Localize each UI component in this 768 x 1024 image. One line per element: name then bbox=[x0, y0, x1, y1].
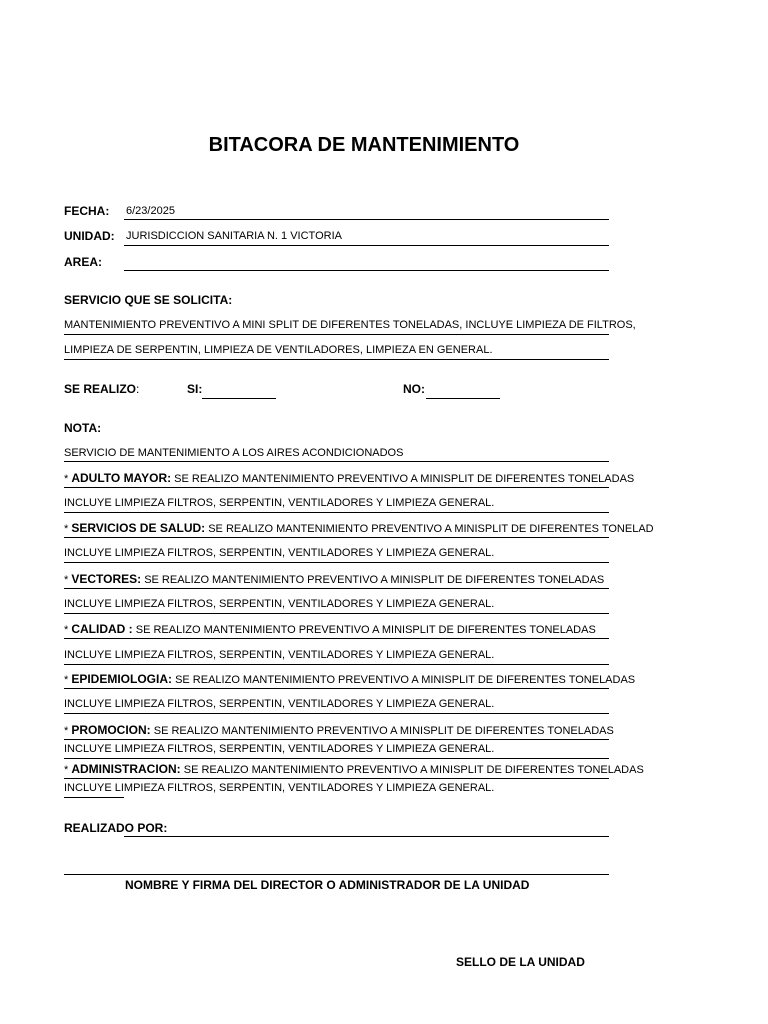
entry-underline bbox=[64, 739, 609, 740]
entry-underline bbox=[64, 588, 609, 589]
se-realizo-label: SE REALIZO: bbox=[64, 382, 140, 396]
nota-entry-cont: INCLUYE LIMPIEZA FILTROS, SERPENTIN, VENTILADORES Y LIMPIEZA GENERAL. bbox=[64, 649, 495, 661]
nota-entry-cont: INCLUYE LIMPIEZA FILTROS, SERPENTIN, VENTILADORES Y LIMPIEZA GENERAL. bbox=[64, 547, 495, 559]
nota-entry-adulto-mayor: * ADULTO MAYOR: SE REALIZO MANTENIMIENTO PREVENTIVO A MINISPLIT DE DIFERENTES TONELADAS bbox=[64, 471, 635, 485]
servicio-label: SERVICIO QUE SE SOLICITA: bbox=[64, 293, 233, 307]
area-label: AREA: bbox=[64, 255, 102, 269]
entry-underline bbox=[64, 512, 609, 513]
unidad-label: UNIDAD: bbox=[64, 229, 115, 243]
entry-underline bbox=[64, 487, 609, 488]
nota-entry-servicios-de-salud: * SERVICIOS DE SALUD: SE REALIZO MANTENIMIENTO PREVENTIVO A MINISPLIT DE DIFERENTES TONELAD bbox=[64, 521, 654, 535]
nota-entry-cont: INCLUYE LIMPIEZA FILTROS, SERPENTIN, VENTILADORES Y LIMPIEZA GENERAL. bbox=[64, 743, 495, 755]
entry-underline bbox=[64, 638, 609, 639]
entry-underline bbox=[64, 713, 609, 714]
area-underline bbox=[124, 270, 609, 271]
servicio-underline-2 bbox=[64, 359, 609, 360]
entry-underline bbox=[64, 613, 609, 614]
fecha-label: FECHA: bbox=[64, 204, 110, 218]
nota-intro: SERVICIO DE MANTENIMIENTO A LOS AIRES ACONDICIONADOS bbox=[64, 447, 404, 459]
si-underline bbox=[202, 398, 276, 399]
entry-underline bbox=[64, 562, 609, 563]
nota-entry-vectores: * VECTORES: SE REALIZO MANTENIMIENTO PREVENTIVO A MINISPLIT DE DIFERENTES TONELADAS bbox=[64, 572, 605, 586]
entry-underline bbox=[64, 778, 609, 779]
fecha-underline bbox=[124, 219, 609, 220]
si-label: SI: bbox=[187, 382, 203, 396]
nota-label: NOTA: bbox=[64, 421, 102, 435]
nota-entry-calidad: * CALIDAD : SE REALIZO MANTENIMIENTO PREVENTIVO A MINISPLIT DE DIFERENTES TONELADAS bbox=[64, 622, 596, 636]
nota-entry-cont: INCLUYE LIMPIEZA FILTROS, SERPENTIN, VENTILADORES Y LIMPIEZA GENERAL. bbox=[64, 497, 495, 509]
nota-entry-administracion: * ADMINISTRACION: SE REALIZO MANTENIMIENTO PREVENTIVO A MINISPLIT DE DIFERENTES TONELADAS bbox=[64, 762, 644, 776]
sello-label: SELLO DE LA UNIDAD bbox=[456, 955, 585, 969]
nota-entry-promocion: * PROMOCION: SE REALIZO MANTENIMIENTO PREVENTIVO A MINISPLIT DE DIFERENTES TONELADAS bbox=[64, 723, 614, 737]
fecha-value: 6/23/2025 bbox=[126, 205, 175, 217]
realizado-por-underline bbox=[124, 836, 609, 837]
realizado-por-label: REALIZADO POR: bbox=[64, 821, 168, 835]
servicio-line-2: LIMPIEZA DE SERPENTIN, LIMPIEZA DE VENTILADORES, LIMPIEZA EN GENERAL. bbox=[64, 344, 493, 356]
nota-entry-epidemiologia: * EPIDEMIOLOGIA: SE REALIZO MANTENIMIENTO PREVENTIVO A MINISPLIT DE DIFERENTES TONELADAS bbox=[64, 672, 636, 686]
nota-entry-cont: INCLUYE LIMPIEZA FILTROS, SERPENTIN, VENTILADORES Y LIMPIEZA GENERAL. bbox=[64, 782, 495, 794]
no-underline bbox=[426, 398, 500, 399]
servicio-line-1: MANTENIMIENTO PREVENTIVO A MINI SPLIT DE DIFERENTES TONELADAS, INCLUYE LIMPIEZA DE FILTROS, bbox=[64, 319, 636, 331]
servicio-underline-1 bbox=[64, 334, 609, 335]
entry-underline bbox=[64, 664, 609, 665]
entry-underline bbox=[64, 688, 609, 689]
no-label: NO: bbox=[403, 382, 425, 396]
page-title: BITACORA DE MANTENIMIENTO bbox=[208, 134, 520, 156]
unidad-underline bbox=[124, 245, 609, 246]
entry-underline-short bbox=[64, 797, 124, 798]
nota-intro-underline bbox=[64, 461, 609, 462]
entry-underline bbox=[64, 537, 609, 538]
firma-label: NOMBRE Y FIRMA DEL DIRECTOR O ADMINISTRADOR DE LA UNIDAD bbox=[125, 878, 530, 892]
nota-entry-cont: INCLUYE LIMPIEZA FILTROS, SERPENTIN, VENTILADORES Y LIMPIEZA GENERAL. bbox=[64, 698, 495, 710]
unidad-value: JURISDICCION SANITARIA N. 1 VICTORIA bbox=[126, 230, 342, 242]
firma-line bbox=[64, 874, 609, 875]
nota-entry-cont: INCLUYE LIMPIEZA FILTROS, SERPENTIN, VENTILADORES Y LIMPIEZA GENERAL. bbox=[64, 598, 495, 610]
entry-underline bbox=[64, 758, 609, 759]
